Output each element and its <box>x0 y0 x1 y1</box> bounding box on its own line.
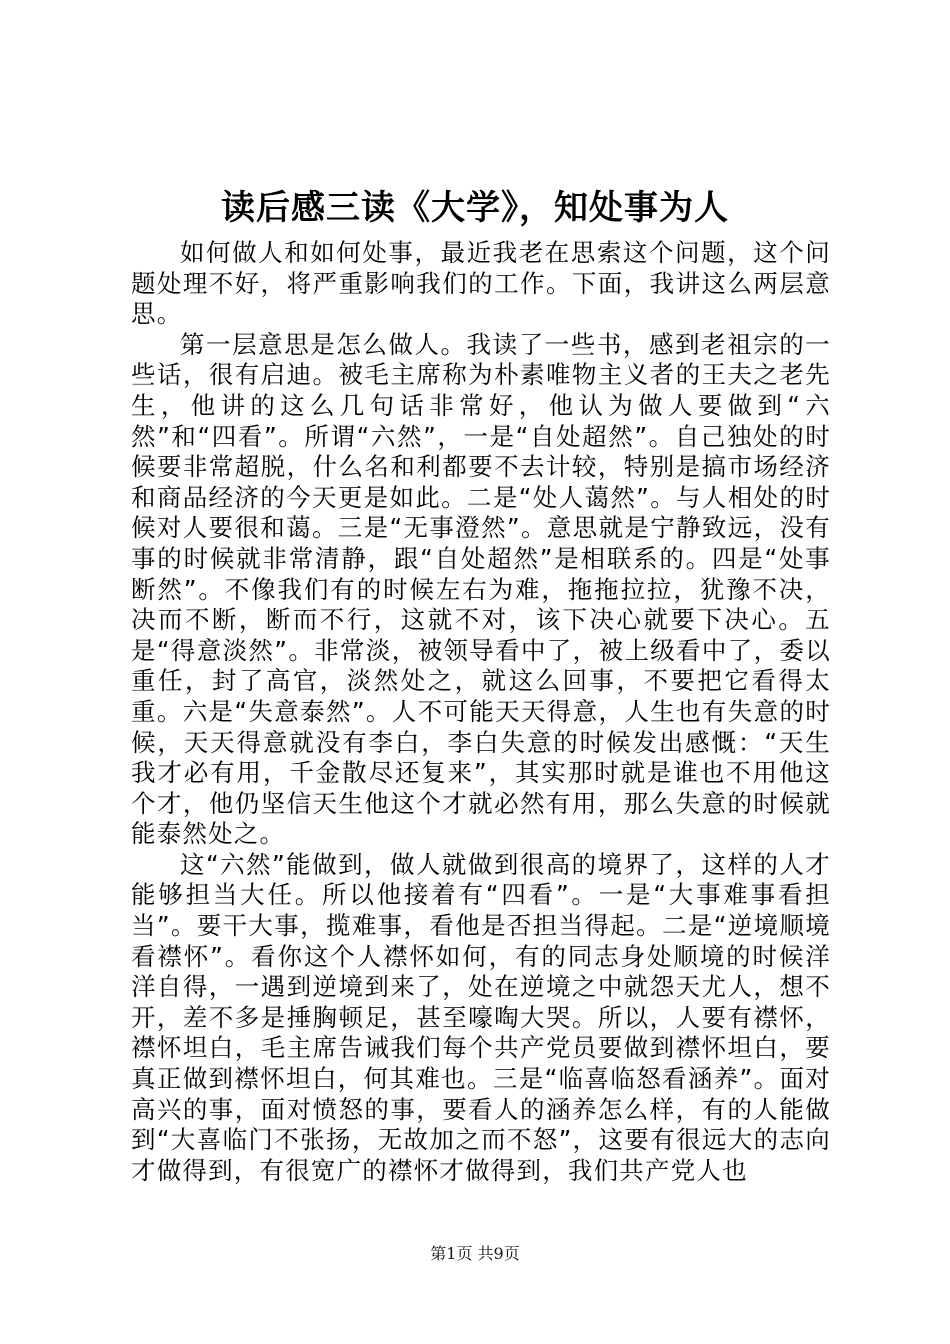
document-title: 读后感三读《大学》，知处事为人 <box>221 188 729 228</box>
paragraph-2: 第一层意思是怎么做人。我读了一些书，感到老祖宗的一些话，很有启迪。被毛主席称为朴素唯物主义者的王夫之老先生，他讲的这么几句话非常好，他认为做人要做到“六然”和“四看”。所谓“六然”，一是“自处超然”。自己独处的时候要非常超脱，什么名和利都要不去计较，特别是搞市场经济和商品经济的今天更是如此。二是“处人蔼然”。与人相处的时候对人要很和蔼。三是“无事澄然”。意思就是宁静致远，没有事的时候就非常清静，跟“自处超然”是相联系的。四是“处事断然”。不像我们有的时候左右为难，拖拖拉拉，犹豫不决，决而不断，断而不行，这就不对，该下决心就要下决心。五是“得意淡然”。非常淡，被领导看中了，被上级看中了，委以重任，封了高官，淡然处之，就这么回事，不要把它看得太重。六是“失意泰然”。人不可能天天得意，人生也有失意的时候，天天得意就没有李白，李白失意的时候发出感慨：“天生我才必有用，千金散尽还复来”，其实那时就是谁也不用他这个才，他仍坚信天生他这个才就必然有用，那么失意的时候就能泰然处之。 <box>131 329 831 849</box>
paragraph-3: 这“六然”能做到，做人就做到很高的境界了，这样的人才能够担当大任。所以他接着有“四看”。一是“大事难事看担当”。要干大事，揽难事，看他是否担当得起。二是“逆境顺境看襟怀”。看你这个人襟怀如何，有的同志身处顺境的时候洋洋自得，一遇到逆境到来了，处在逆境之中就怨天尤人，想不开，差不多是捶胸顿足，甚至嚎啕大哭。所以，人要有襟怀，襟怀坦白，毛主席告诫我们每个共产党员要做到襟怀坦白，要真正做到襟怀坦白，何其难也。三是“临喜临怒看涵养”。面对高兴的事，面对愤怒的事，要看人的涵养怎么样，有的人能做到“大喜临门不张扬，无故加之而不怒”，这要有很远大的志向才做得到，有很宽广的襟怀才做得到，我们共产党人也 <box>131 849 831 1185</box>
page-footer: 第1页 共9页 <box>430 1244 520 1263</box>
document-body <box>131 238 831 1186</box>
paragraph-1: 如何做人和如何处事，最近我老在思索这个问题，这个问题处理不好，将严重影响我们的工作。下面，我讲这么两层意思。 <box>131 238 831 329</box>
